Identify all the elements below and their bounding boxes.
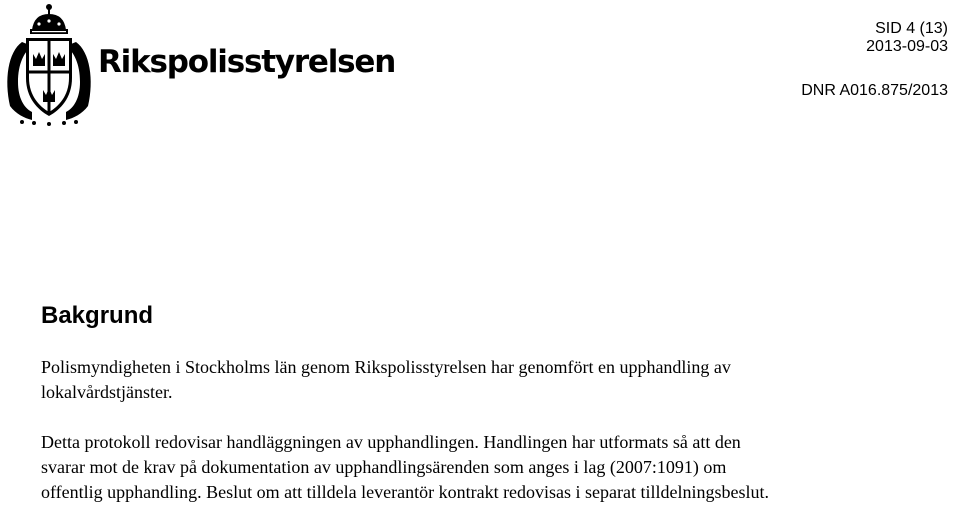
paragraph (41, 430, 941, 505)
diary-number: DNR A016.875/2013 (801, 82, 948, 99)
organization-name: Rikspolisstyrelsen (98, 44, 396, 80)
swedish-coat-of-arms-icon (2, 2, 96, 126)
paragraph (41, 355, 941, 405)
paragraph-line: Polismyndigheten i Stockholms län genom Rikspolisstyrelsen har genomfört en upphandling av (41, 357, 731, 377)
paragraph-line: lokalvårdstjänster. (41, 382, 173, 402)
section-heading: Bakgrund (41, 302, 154, 329)
document-date: 2013-09-03 (866, 38, 948, 55)
paragraph-line: Detta protokoll redovisar handläggningen av upphandlingen. Handlingen har utformats så att den (41, 432, 741, 452)
page-number: SID 4 (13) (875, 20, 948, 37)
paragraph-line: offentlig upphandling. Beslut om att tilldela leverantör kontrakt redovisas i separat tilldelningsbeslut. (41, 482, 770, 502)
paragraph-line: svarar mot de krav på dokumentation av upphandlingsärenden som anges i lag (2007:1091) om (41, 457, 727, 477)
